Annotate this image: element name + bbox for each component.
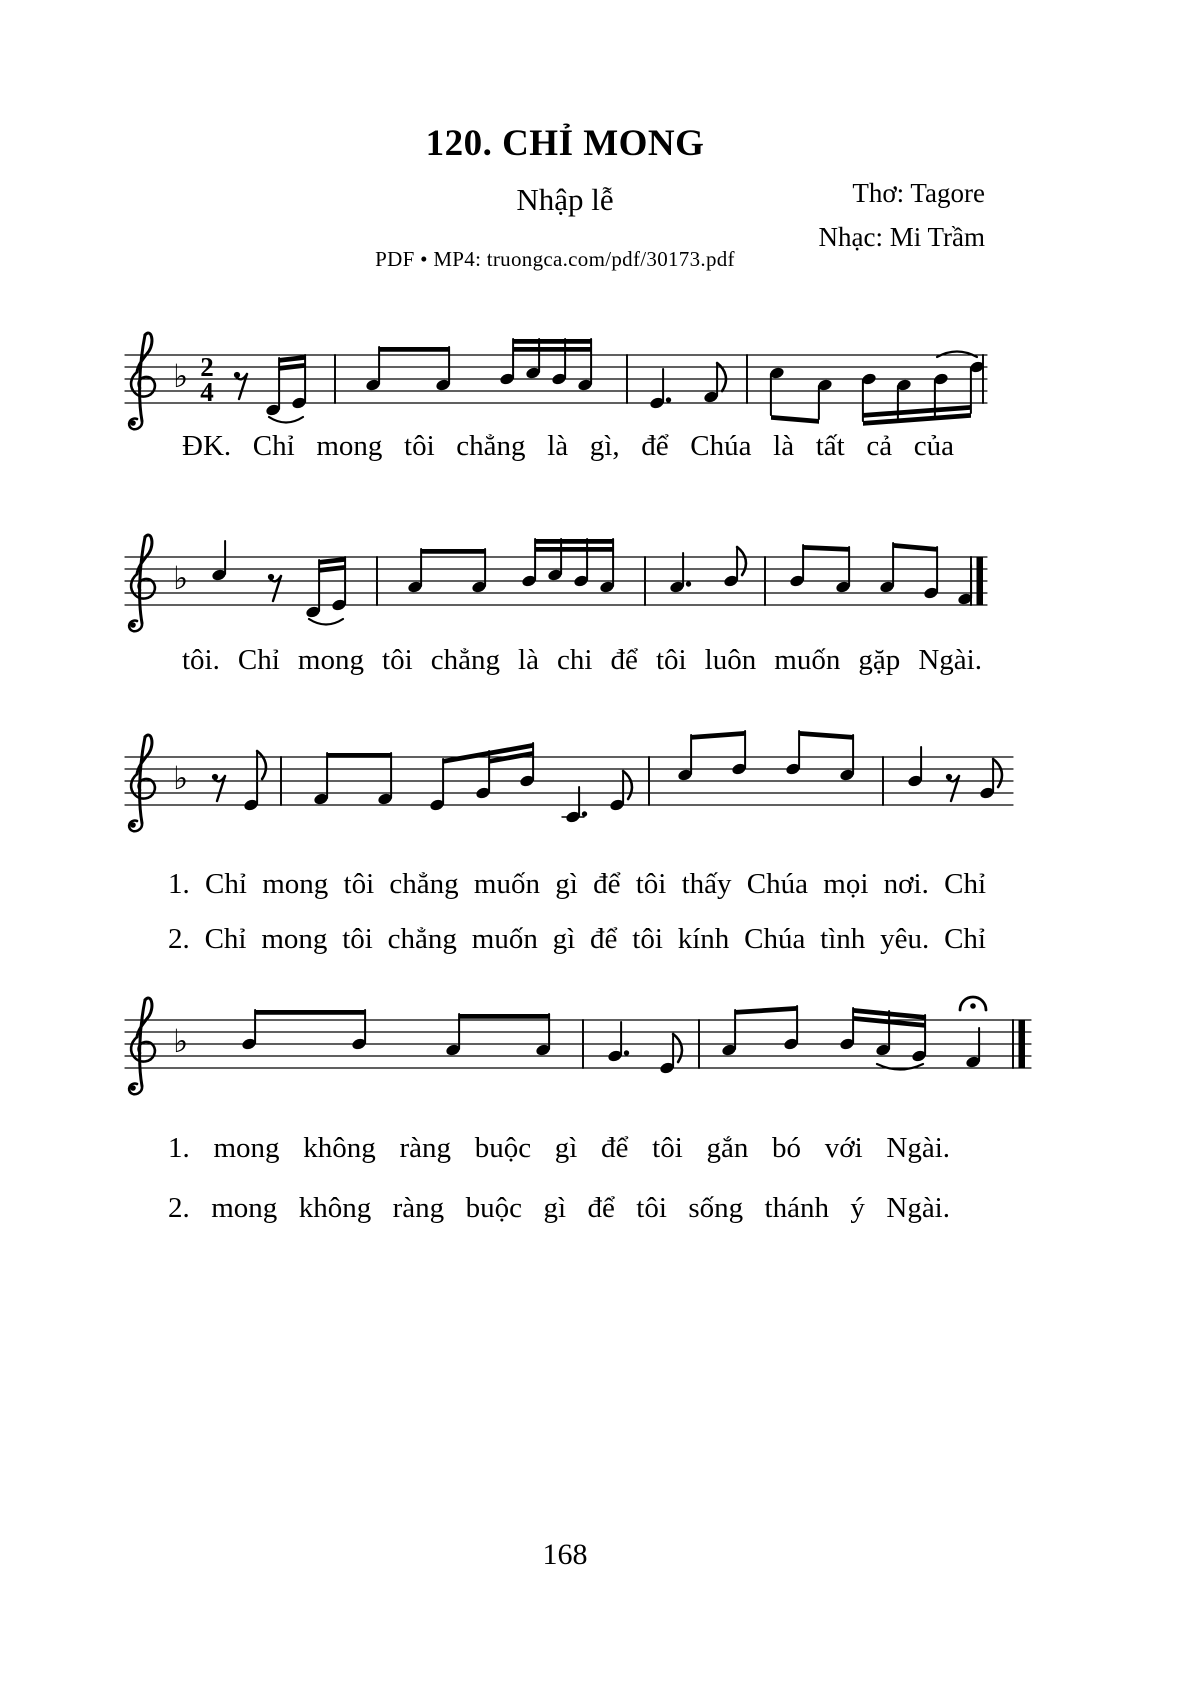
refrain-lyric-line-2: tôi. Chỉ mong tôi chẳng là chi để tôi luôn muốn gặp Ngài. xyxy=(182,644,982,676)
pdf-mp4-link[interactable]: PDF • MP4: truongca.com/pdf/30173.pdf xyxy=(375,247,735,271)
refrain-lyric-line-1: ĐK. Chỉ mong tôi chẳng là gì, để Chúa là tất cả của xyxy=(182,430,954,462)
staff-2-svg xyxy=(125,513,987,661)
poem-credit: Thơ: Tagore xyxy=(852,178,985,208)
svg-text:♭: ♭ xyxy=(173,1022,189,1060)
svg-text:♭: ♭ xyxy=(173,357,189,395)
page-number: 168 xyxy=(542,1538,588,1571)
svg-text:4: 4 xyxy=(200,377,214,407)
song-subtitle: Nhập lễ xyxy=(516,182,614,217)
ending-lyric-line-2: 2. mong không ràng buộc gì để tôi sống thánh ý Ngài. xyxy=(168,1192,950,1224)
svg-text:♭: ♭ xyxy=(173,559,189,597)
svg-text:2: 2 xyxy=(200,352,214,382)
verse-lyric-line-2: 2. Chỉ mong tôi chẳng muốn gì để tôi kính Chúa tình yêu. Chỉ xyxy=(168,923,986,955)
verse-lyric-line-1: 1. Chỉ mong tôi chẳng muốn gì để tôi thấy Chúa mọi nơi. Chỉ xyxy=(168,868,986,900)
staff-3-svg xyxy=(125,713,1013,861)
song-title: 120. CHỈ MONG xyxy=(425,123,705,164)
svg-text:♭: ♭ xyxy=(173,759,189,797)
music-credit: Nhạc: Mi Trầm xyxy=(818,221,985,252)
ending-lyric-line-1: 1. mong không ràng buộc gì để tôi gắn bó với Ngài. xyxy=(168,1132,950,1164)
staff-4-svg xyxy=(125,976,1031,1124)
